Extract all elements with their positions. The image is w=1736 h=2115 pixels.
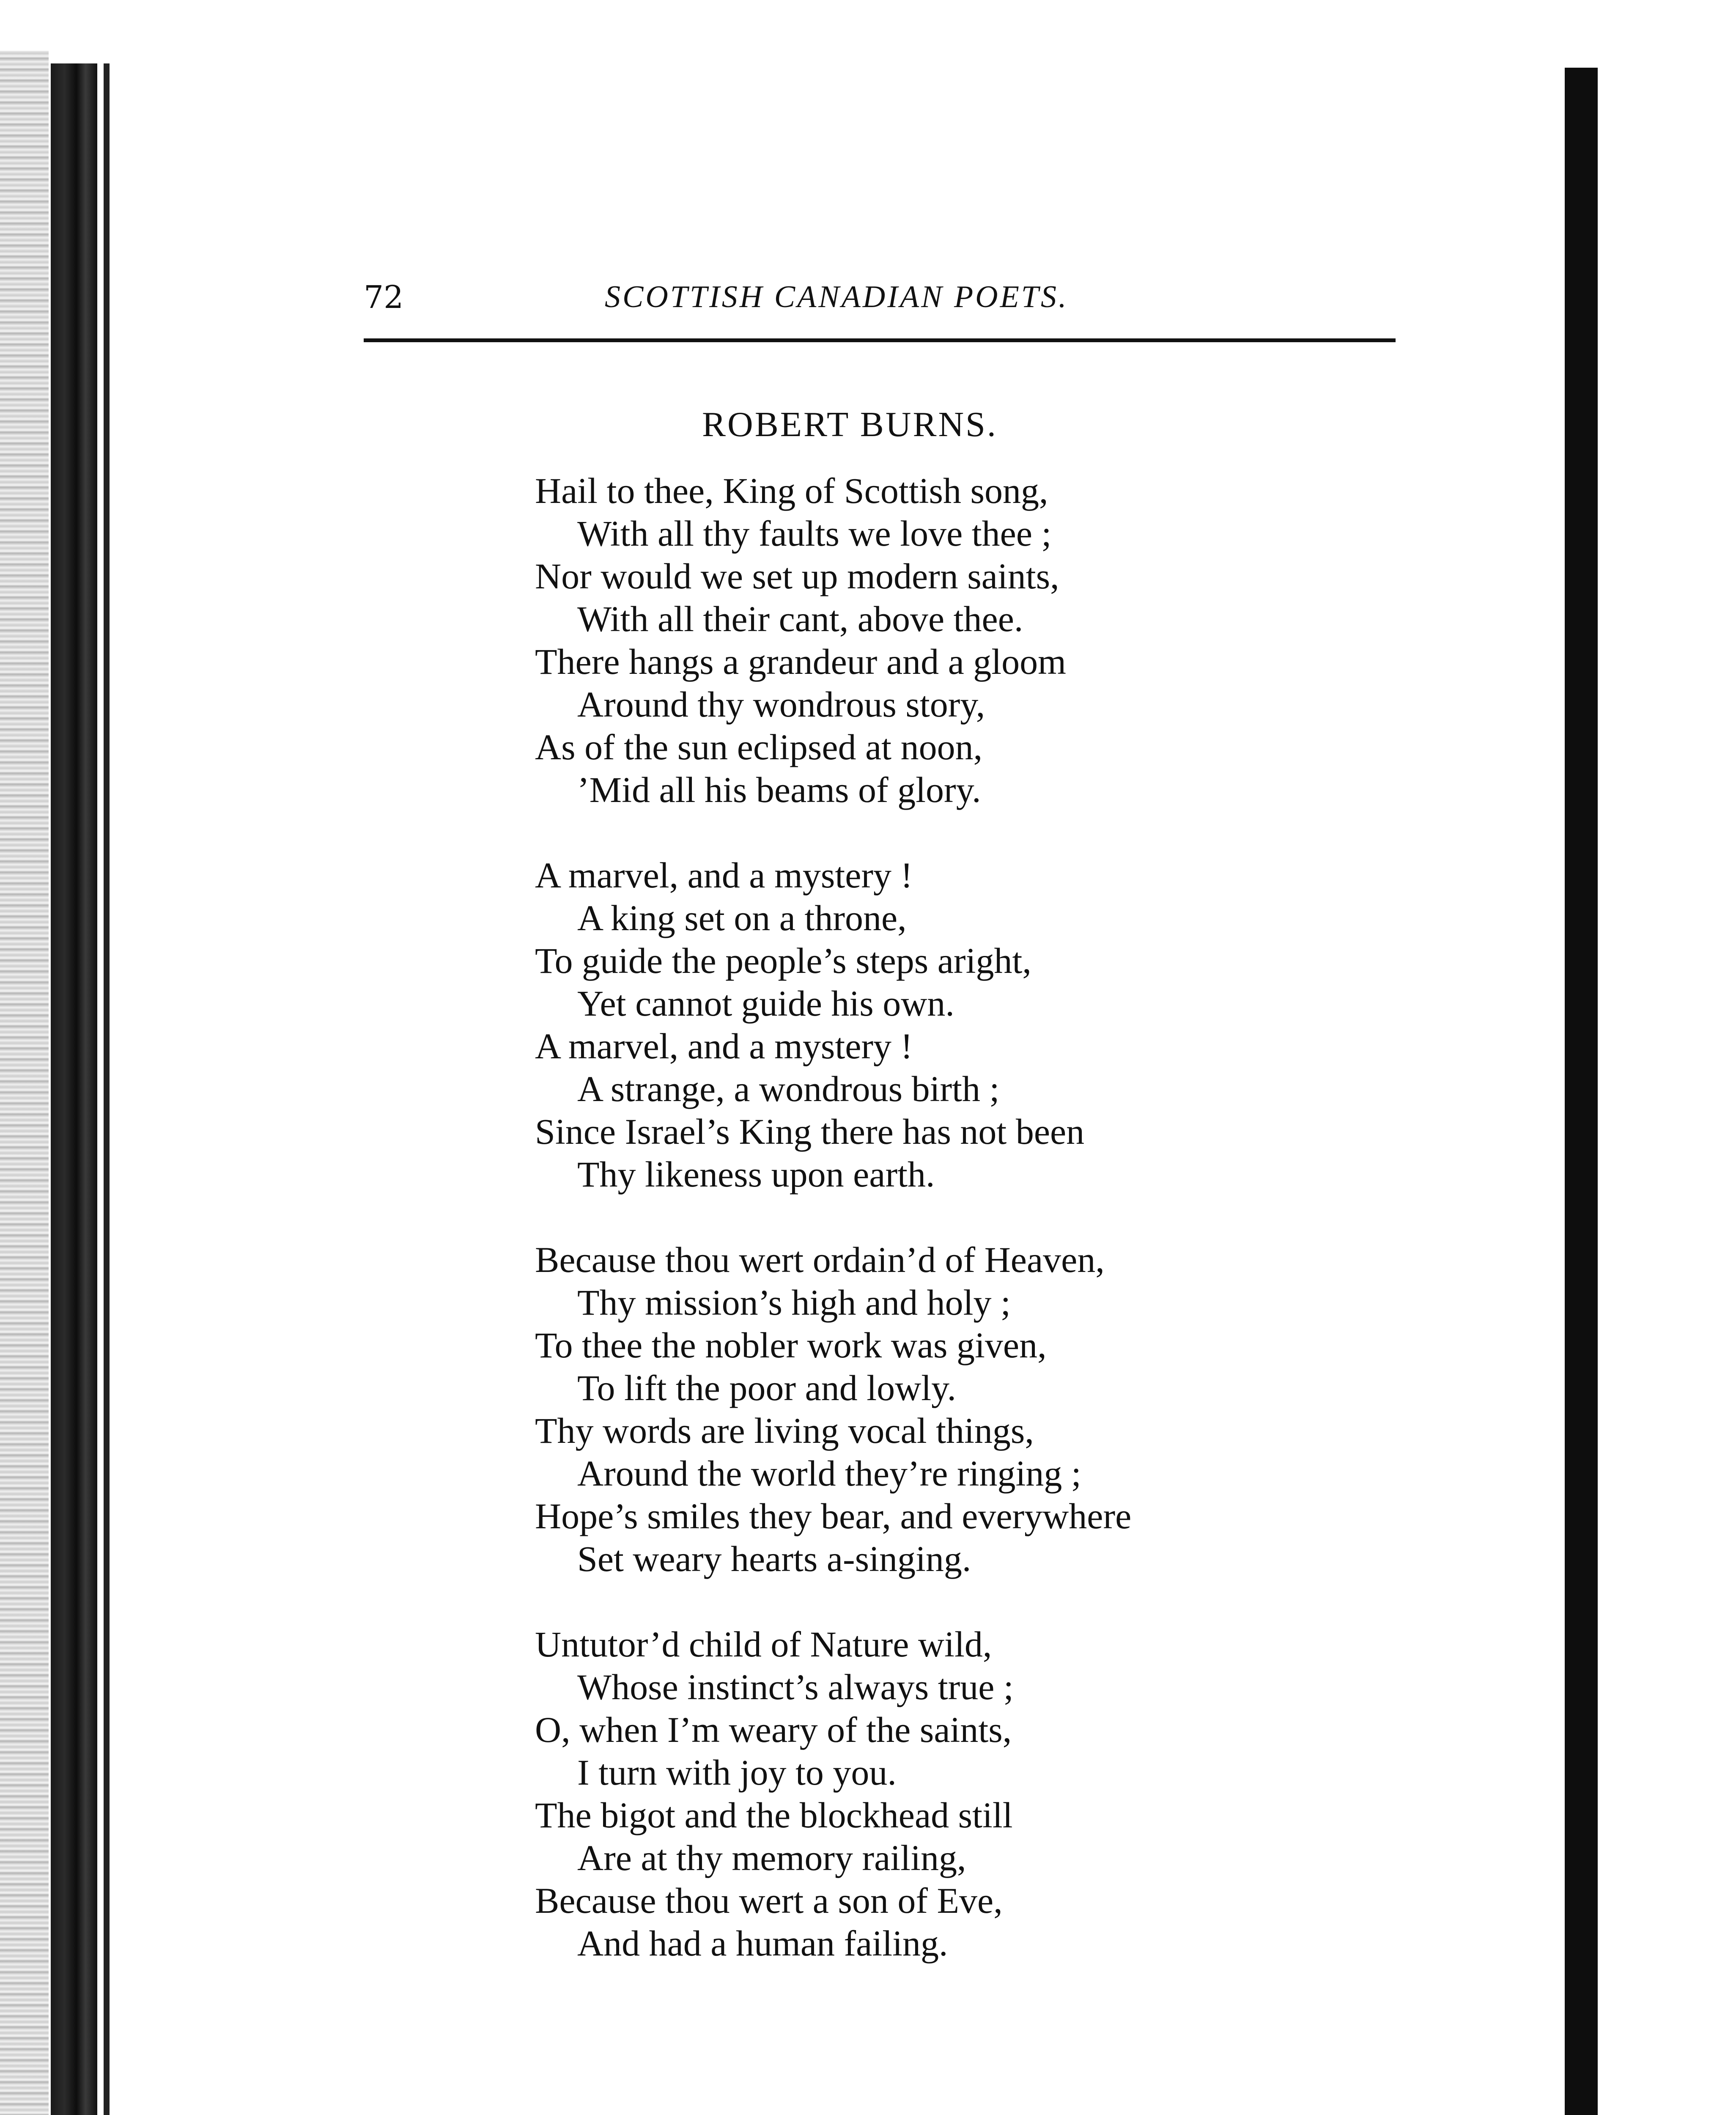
poem-line: Since Israel’s King there has not been	[535, 1111, 1085, 1152]
stanza	[535, 1239, 1381, 1580]
poem-line: With all thy faults we love thee ;	[577, 513, 1052, 554]
poem-line: There hangs a grandeur and a gloom	[535, 641, 1067, 682]
scan-binding-left-rule	[104, 63, 110, 2115]
poem-line: Around the world they’re ringing ;	[577, 1453, 1081, 1494]
poem-line: As of the sun eclipsed at noon,	[535, 727, 983, 767]
poem-line: A marvel, and a mystery !	[535, 855, 913, 895]
poem-line: Are at thy memory railing,	[577, 1838, 966, 1878]
poem-line: Thy mission’s high and holy ;	[577, 1282, 1011, 1323]
poem-line: The bigot and the blockhead still	[535, 1795, 1013, 1835]
stanza	[535, 1623, 1381, 1965]
poem-line: Nor would we set up modern saints,	[535, 556, 1059, 596]
poem-line: Whose instinct’s always true ;	[577, 1667, 1014, 1707]
poem-line: A king set on a throne,	[577, 898, 907, 938]
poem-line: A marvel, and a mystery !	[535, 1026, 913, 1066]
poem-line: Hail to thee, King of Scottish song,	[535, 470, 1048, 511]
poem-line: Yet cannot guide his own.	[577, 983, 954, 1024]
poem-line: O, when I’m weary of the saints,	[535, 1709, 1012, 1750]
page-header	[364, 271, 1396, 342]
stanza	[535, 470, 1381, 811]
stanza	[535, 854, 1381, 1196]
poem-line: A strange, a wondrous birth ;	[577, 1068, 1000, 1109]
poem-line: Because thou wert ordain’d of Heaven,	[535, 1239, 1105, 1280]
poem-line: Hope’s smiles they bear, and everywhere	[535, 1496, 1132, 1536]
scan-binding-left	[51, 63, 97, 2115]
poem-line: To lift the poor and lowly.	[577, 1368, 957, 1408]
poem-line: With all their cant, above thee.	[577, 599, 1023, 639]
scan-binding-speckle	[0, 51, 49, 2115]
poem-line: And had a human failing.	[577, 1923, 948, 1964]
poem-line: Thy likeness upon earth.	[577, 1154, 935, 1195]
running-head: SCOTTISH CANADIAN POETS.	[605, 280, 1069, 314]
poem-line: ’Mid all his beams of glory.	[577, 769, 981, 810]
poem-line: Untutor’d child of Nature wild,	[535, 1624, 992, 1665]
poem-title: ROBERT BURNS.	[702, 405, 998, 444]
page-number: 72	[364, 279, 404, 316]
poem-line: To thee the nobler work was given,	[535, 1325, 1047, 1365]
poem-line: I turn with joy to you.	[577, 1752, 897, 1793]
poem-body	[535, 470, 1381, 2008]
scan-binding-right	[1565, 68, 1598, 2115]
poem-line: Because thou wert a son of Eve,	[535, 1880, 1003, 1921]
poem-line: Set weary hearts a-singing.	[577, 1538, 971, 1579]
poem-line: Thy words are living vocal things,	[535, 1410, 1034, 1451]
poem-line: To guide the people’s steps aright,	[535, 940, 1031, 981]
poem-line: Around thy wondrous story,	[577, 684, 985, 725]
